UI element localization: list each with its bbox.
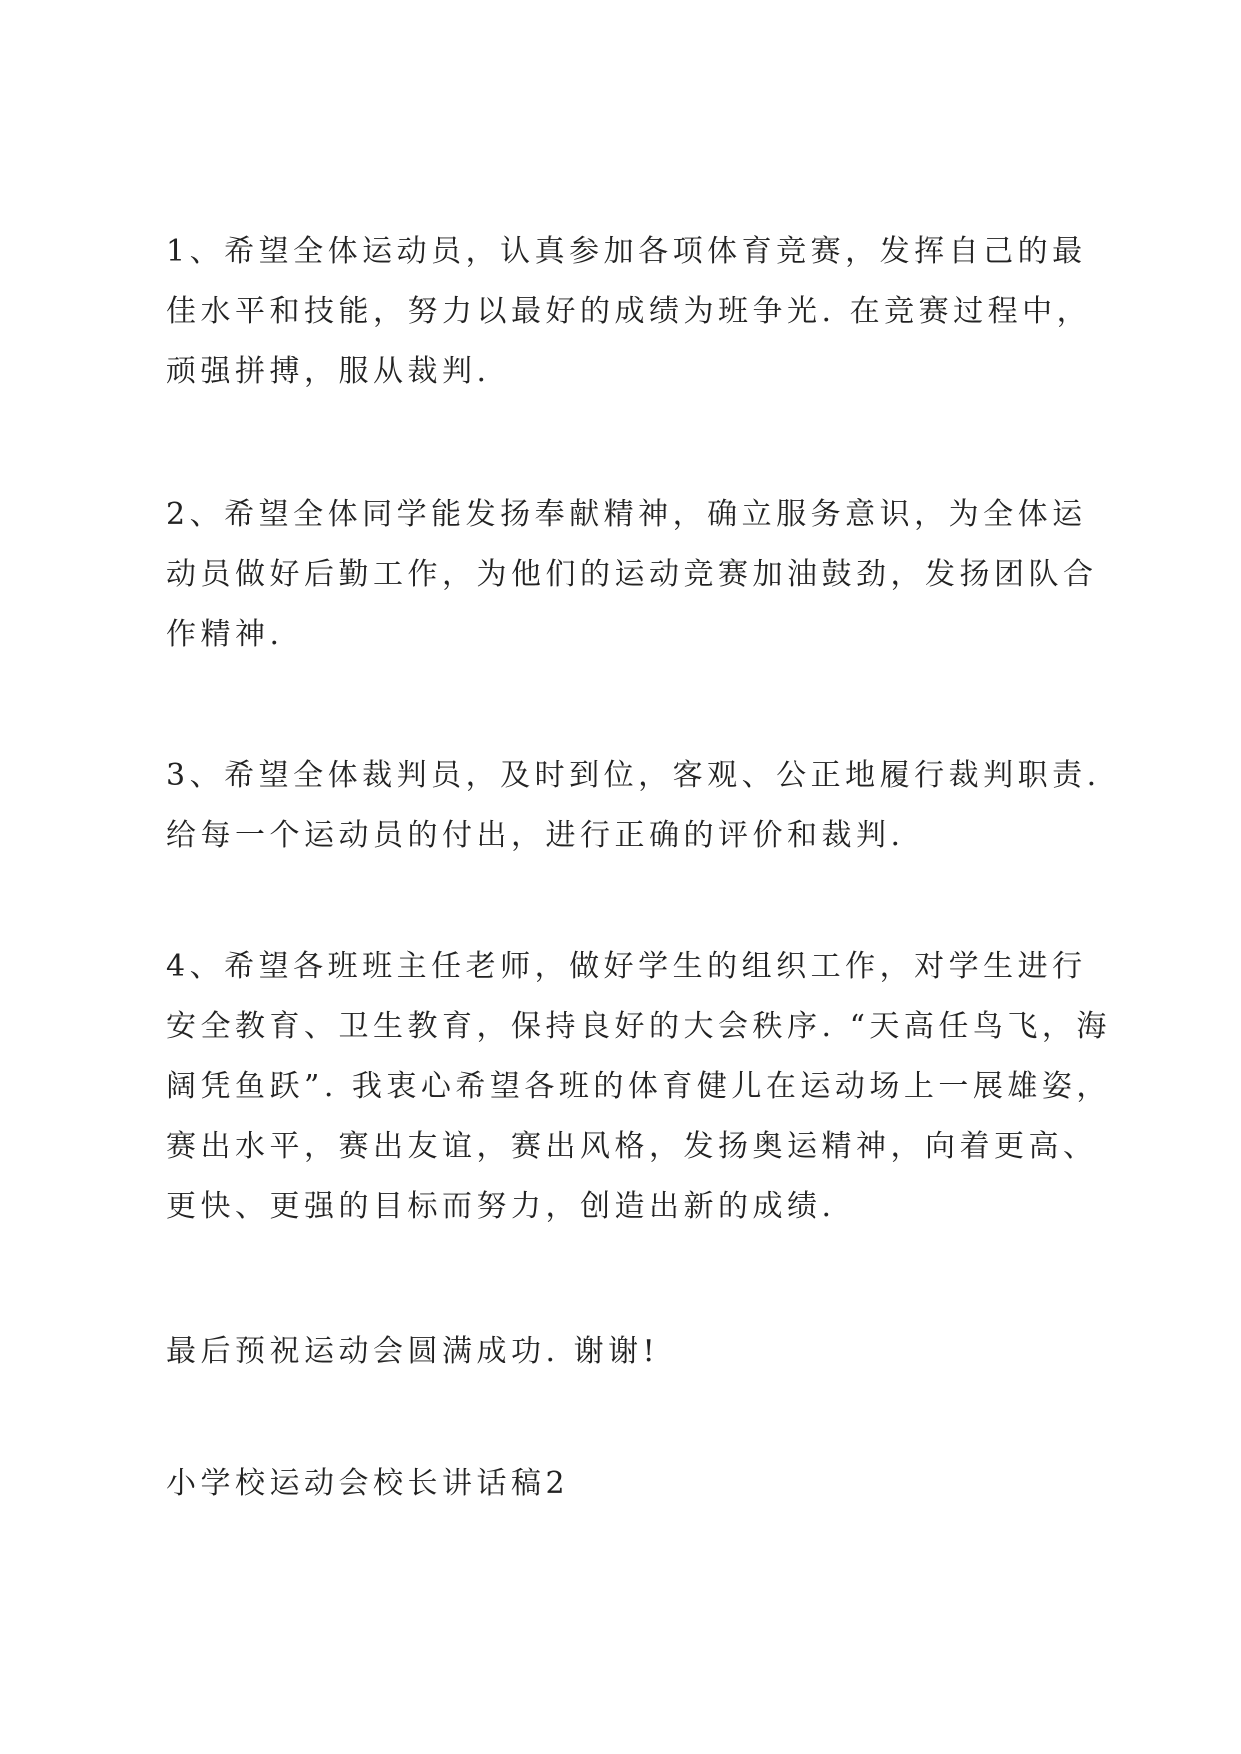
paragraph-referees: 3、希望全体裁判员，及时到位，客观、公正地履行裁判职责. 给每一个运动员的付出，进行正确的评价和裁判. — [166, 758, 1101, 853]
paragraph-students: 2、希望全体同学能发扬奉献精神，确立服务意识，为全体运动员做好后勤工作，为他们的运动竞赛加油鼓劲，发扬团队合作精神. — [166, 497, 1098, 652]
paragraph-athletes: 1、希望全体运动员，认真参加各项体育竞赛，发挥自己的最佳水平和技能，努力以最好的成绩为班争光. 在竞赛过程中，顽强拼搏，服从裁判. — [166, 234, 1092, 389]
next-section-title: 小学校运动会校长讲话稿2 — [166, 1466, 570, 1501]
paragraph-closing: 最后预祝运动会圆满成功. 谢谢! — [166, 1334, 660, 1369]
paragraph-teachers: 4、希望各班班主任老师，做好学生的组织工作，对学生进行安全教育、卫生教育，保持良好的大会秩序. “天高任鸟飞，海阔凭鱼跃”. 我衷心希望各班的体育健儿在运动场上一展雄姿，赛出水平，赛出友谊，赛出风格，发扬奥运精神，向着更高、更快、更强的目标而努力，创造出新的成绩. — [166, 949, 1111, 1224]
